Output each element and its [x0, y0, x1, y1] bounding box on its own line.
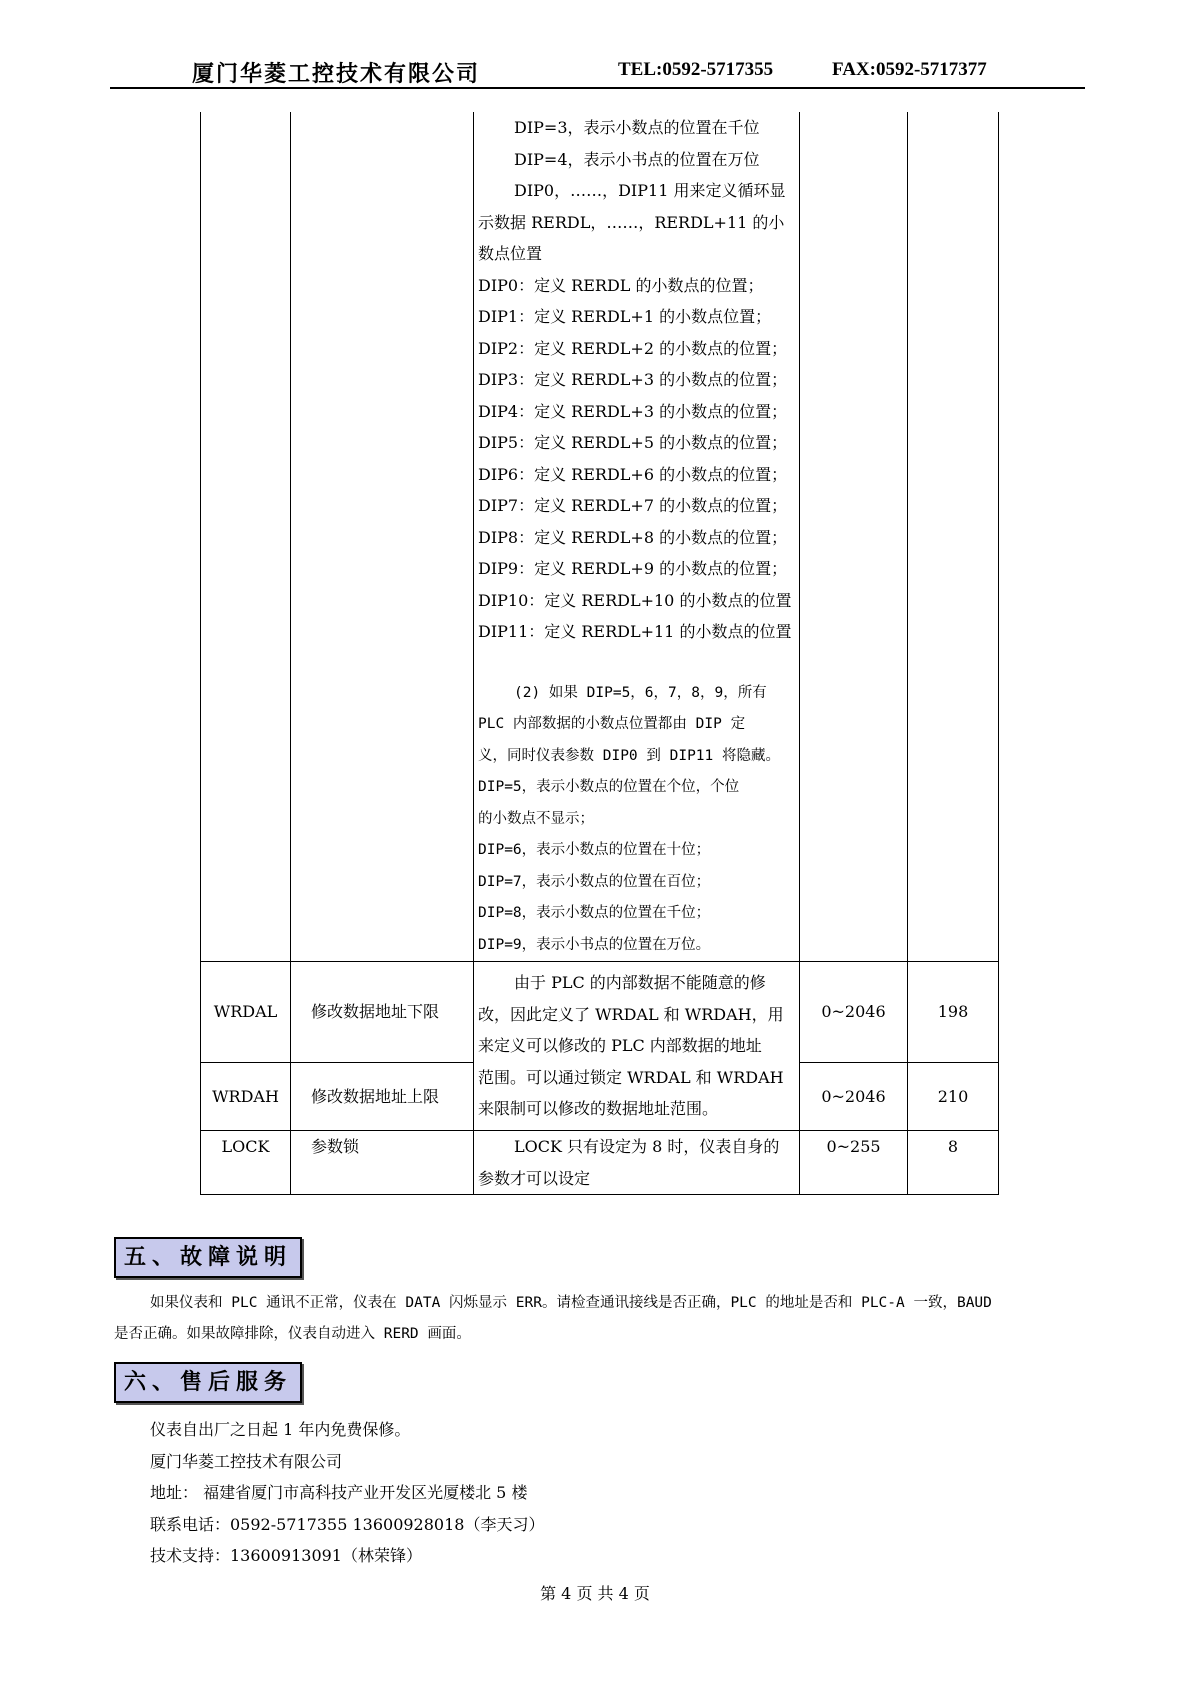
- desc-line: DIP0，……，DIP11 用来定义循环显: [514, 181, 786, 200]
- cell-empty: [800, 112, 908, 962]
- desc-line: 由于 PLC 的内部数据不能随意的修: [514, 973, 766, 993]
- service-line: 地址： 福建省厦门市高科技产业开发区光厦楼北 5 楼: [150, 1483, 528, 1502]
- cell-empty: [908, 112, 999, 962]
- desc-line: 改，因此定义了 WRDAL 和 WRDAH，用: [478, 1004, 784, 1024]
- cell-wrd-description: [474, 962, 800, 1131]
- desc-line: DIP=3，表示小数点的位置在千位: [514, 118, 760, 137]
- param-range: 0~2046: [800, 962, 908, 1063]
- desc-line: DIP0：定义 RERDL 的小数点的位置；: [478, 275, 764, 295]
- page-header: [110, 55, 1085, 89]
- company-name: 厦门华菱工控技术有限公司: [192, 61, 481, 87]
- service-line: 仪表自出厂之日起 1 年内免费保修。: [150, 1420, 411, 1439]
- desc-line: DIP=9，表示小书点的位置在万位。: [478, 936, 711, 953]
- desc-line: DIP7：定义 RERDL+7 的小数点的位置；: [478, 496, 788, 515]
- param-name: 修改数据地址下限: [291, 962, 474, 1063]
- service-line: 厦门华菱工控技术有限公司: [150, 1451, 343, 1471]
- desc-line: DIP=8，表示小数点的位置在千位；: [478, 905, 711, 921]
- param-code: WRDAH: [201, 1063, 291, 1131]
- desc-line: DIP=4，表示小书点的位置在万位: [514, 149, 760, 169]
- table-row-continued: [201, 112, 999, 962]
- desc-line: DIP6：定义 RERDL+6 的小数点的位置；: [478, 464, 788, 484]
- header-tel: TEL:0592-5717355: [618, 59, 774, 80]
- cell-empty: [201, 112, 291, 962]
- page-footer: 第 4 页 共 4 页: [540, 1584, 650, 1603]
- desc-line: LOCK 只有设定为 8 时，仪表自身的: [514, 1137, 780, 1156]
- service-line: 技术支持：13600913091（林荣锋）: [150, 1546, 422, 1565]
- section-title-fault: 五、故障说明: [114, 1237, 302, 1278]
- desc-line: (2) 如果 DIP=5，6，7，8，9，所有: [514, 684, 767, 701]
- fault-paragraph-end: [114, 1319, 1084, 1350]
- table-row-lock: [201, 1131, 999, 1195]
- section-title-service: 六、售后服务: [114, 1362, 302, 1403]
- desc-line: PLC 内部数据的小数点位置都由 DIP 定: [478, 716, 746, 732]
- param-default: 210: [908, 1063, 999, 1131]
- desc-line: 义，同时仪表参数 DIP0 到 DIP11 将隐藏。: [478, 747, 780, 764]
- desc-line: 示数据 RERDL，……，RERDL+11 的小: [478, 212, 785, 232]
- cell-empty: [291, 112, 474, 962]
- paragraph-line: 如果仪表和 PLC 通讯不正常，仪表在 DATA 闪烁显示 ERR。请检查通讯接线是否正确，PLC 的地址是否和 PLC-A 一致，BAUD: [150, 1295, 992, 1311]
- param-default: 8: [908, 1131, 999, 1195]
- service-line: 联系电话：0592-5717355 13600928018（李天习）: [150, 1514, 545, 1534]
- desc-line: 参数才可以设定: [478, 1168, 591, 1188]
- param-code: LOCK: [201, 1131, 291, 1195]
- blank-line: [478, 648, 797, 678]
- table-row-wrdal: [201, 962, 999, 1063]
- desc-line: DIP5：定义 RERDL+5 的小数点的位置；: [478, 433, 788, 452]
- desc-line: DIP=6，表示小数点的位置在十位；: [478, 842, 711, 858]
- desc-line: 的小数点不显示；: [478, 810, 594, 827]
- desc-line: DIP4：定义 RERDL+3 的小数点的位置；: [478, 401, 788, 421]
- desc-line: DIP1：定义 RERDL+1 的小数点位置；: [478, 307, 772, 326]
- param-code: WRDAL: [201, 962, 291, 1063]
- desc-line: DIP9：定义 RERDL+9 的小数点的位置；: [478, 559, 788, 578]
- paragraph-line: 是否正确。如果故障排除，仪表自动进入 RERD 画面。: [114, 1326, 471, 1342]
- param-name: 参数锁: [291, 1131, 474, 1195]
- header-fax: FAX:0592-5717377: [832, 59, 987, 80]
- desc-line: DIP11：定义 RERDL+11 的小数点的位置: [478, 622, 792, 641]
- parameter-table: [200, 112, 999, 1195]
- desc-line: 范围。可以通过锁定 WRDAL 和 WRDAH: [478, 1067, 784, 1087]
- desc-line: DIP8：定义 RERDL+8 的小数点的位置；: [478, 527, 788, 547]
- desc-line: 来定义可以修改的 PLC 内部数据的地址: [478, 1036, 762, 1056]
- service-block: [150, 1414, 544, 1572]
- desc-line: DIP2：定义 RERDL+2 的小数点的位置；: [478, 338, 788, 358]
- desc-line: DIP3：定义 RERDL+3 的小数点的位置；: [478, 370, 788, 389]
- desc-line: DIP=5，表示小数点的位置在个位，个位: [478, 779, 740, 795]
- param-range: 0~2046: [800, 1063, 908, 1131]
- param-name: 修改数据地址上限: [291, 1063, 474, 1131]
- desc-line: 来限制可以修改的数据地址范围。: [478, 1099, 719, 1119]
- param-default: 198: [908, 962, 999, 1063]
- desc-line: 数点位置: [478, 244, 543, 263]
- cell-dip-description: [474, 112, 800, 962]
- cell-lock-description: [474, 1131, 800, 1195]
- param-range: 0~255: [800, 1131, 908, 1195]
- desc-line: DIP=7，表示小数点的位置在百位；: [478, 873, 711, 890]
- desc-line: DIP10：定义 RERDL+10 的小数点的位置: [478, 590, 792, 610]
- fault-paragraph: [114, 1288, 1084, 1319]
